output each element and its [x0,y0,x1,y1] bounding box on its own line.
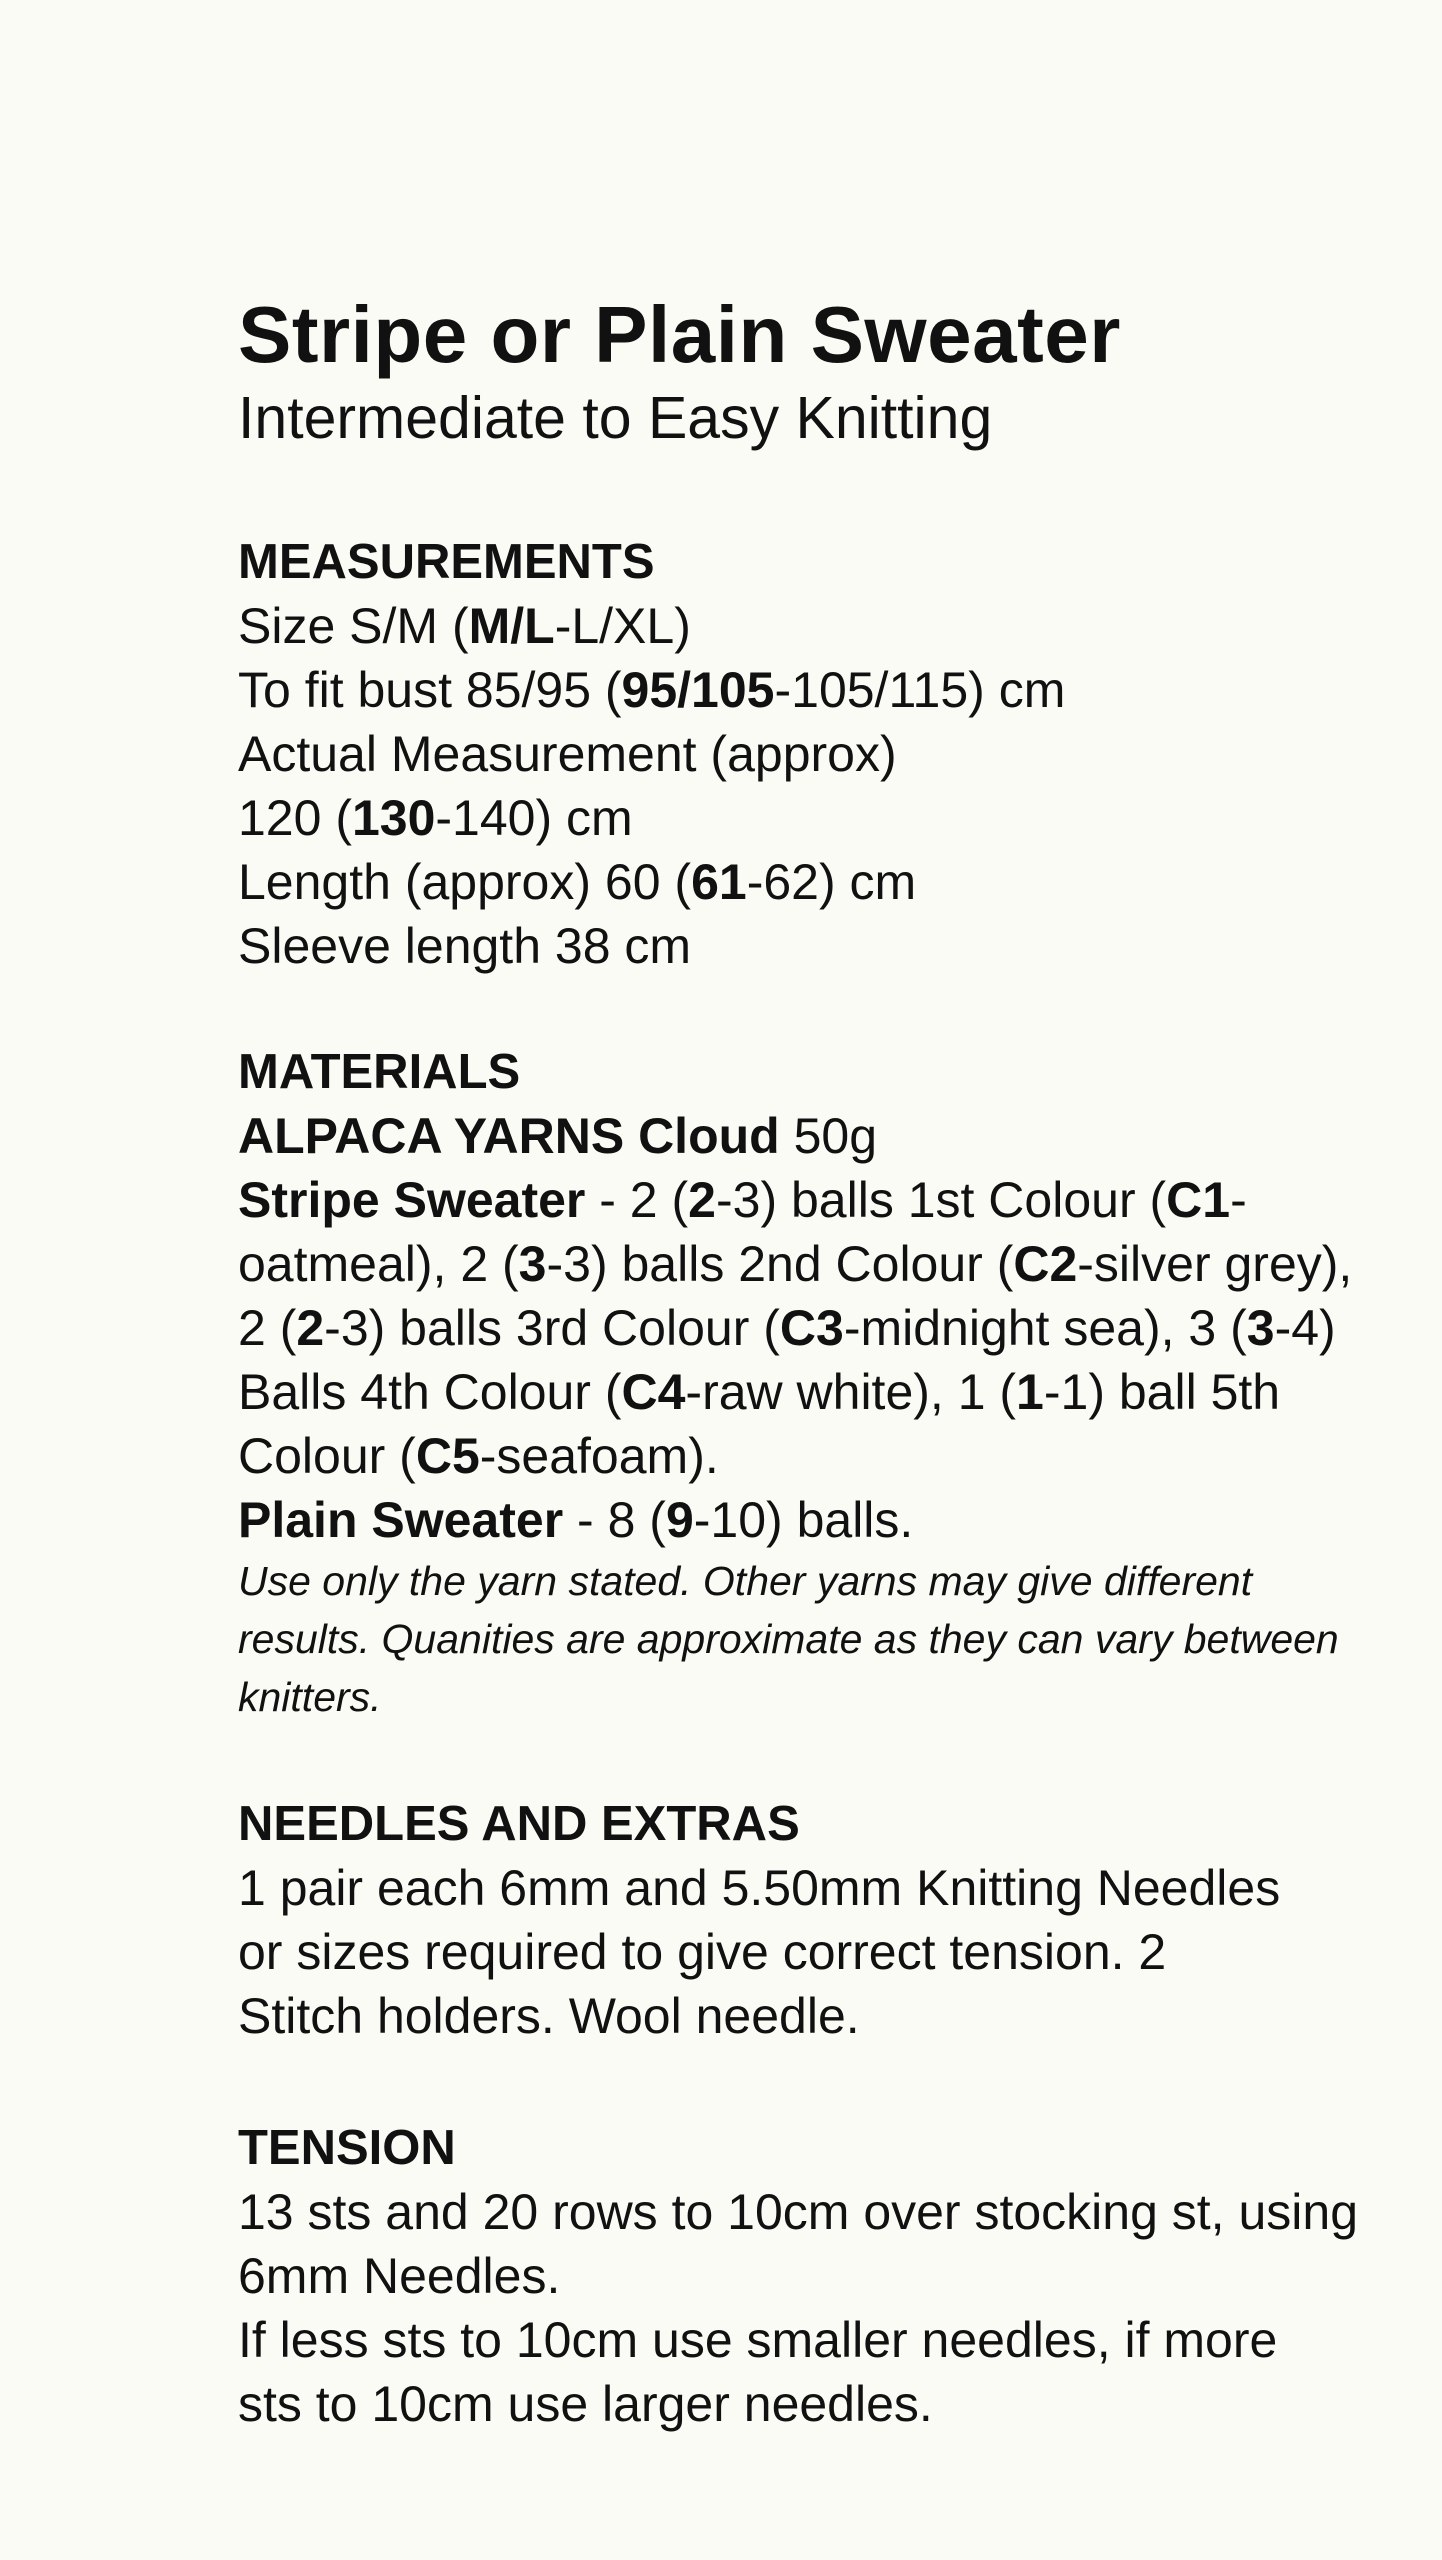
length-line: Length (approx) 60 (61-62) cm [238,854,917,910]
needles-text: 1 pair each 6mm and 5.50mm Knitting Needles or sizes required to give correct tension. 2 Stitch holders. Wool needle. [238,1860,1281,2044]
page-subtitle: Intermediate to Easy Knitting [238,385,993,451]
yarn-line: ALPACA YARNS Cloud 50g [238,1108,878,1164]
measurements-section [238,530,1378,978]
materials-heading: MATERIALS [238,1045,521,1099]
pattern-page [238,288,1378,2436]
tension-section [238,2116,1378,2436]
tension-advice: If less sts to 10cm use smaller needles, if more sts to 10cm use larger needles. [238,2312,1278,2432]
sleeve-line: Sleeve length 38 cm [238,918,692,974]
needles-section [238,1792,1378,2048]
plain-sweater-quantities: Plain Sweater - 8 (9-10) balls. [238,1492,914,1548]
needles-heading: NEEDLES AND EXTRAS [238,1797,800,1851]
tension-heading: TENSION [238,2121,456,2175]
page-title: Stripe or Plain Sweater [238,290,1121,379]
actual-measurement-label: Actual Measurement (approx) [238,726,897,782]
size-line: Size S/M (M/L-L/XL) [238,598,691,654]
yarn-note: Use only the yarn stated. Other yarns may give different results. Quanities are approximate as they can vary between knitters. [238,1558,1339,1720]
stripe-sweater-quantities: Stripe Sweater - 2 (2-3) balls 1st Colour (C1-oatmeal), 2 (3-3) balls 2nd Colour (C2-silver grey), 2 (2-3) balls 3rd Colour (C3-midnight sea), 3 (3-4) Balls 4th Colour (C4-raw white), 1 (1-1) ball 5th Colour (C5-seafoam). [238,1172,1353,1484]
materials-section [238,1040,1378,1726]
measurements-heading: MEASUREMENTS [238,535,655,589]
bust-line: To fit bust 85/95 (95/105-105/115) cm [238,662,1066,718]
actual-measurement-line: 120 (130-140) cm [238,790,633,846]
tension-text: 13 sts and 20 rows to 10cm over stocking st, using 6mm Needles. [238,2184,1358,2304]
